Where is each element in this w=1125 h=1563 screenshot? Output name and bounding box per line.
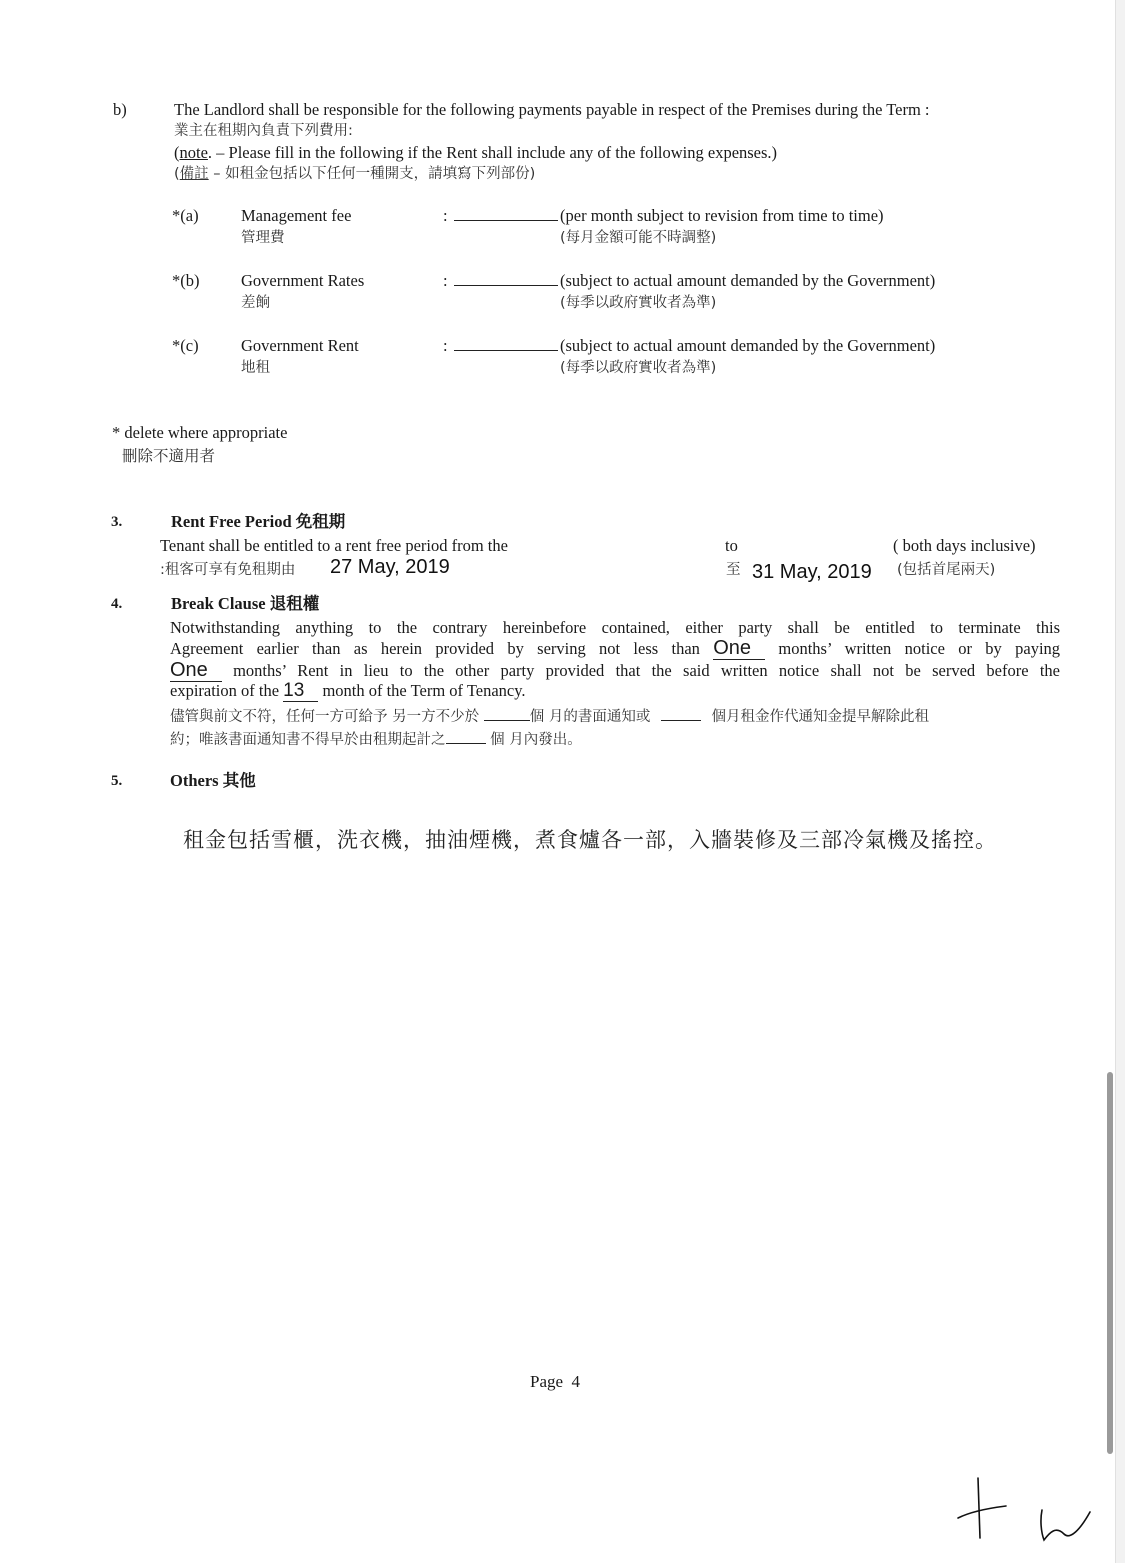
line-4-b: month of the Term of Tenancy. [322, 681, 526, 700]
section-5-content: 租金包括雪櫃，洗衣機，抽油煙機，煮食爐各一部，入牆裝修及三部冷氣機及搖控。 [183, 828, 997, 852]
section-4-zh-line-1 [170, 706, 929, 727]
notice-months-value: One [713, 637, 765, 660]
clause-b-note-zh [174, 164, 535, 184]
section-4-line-1: Notwithstanding anything to the contrary hereinbefore contained, either party shall be entitled to terminate this [170, 618, 1060, 637]
note-zh-label: 備註 [179, 166, 209, 182]
page-number-value: 4 [571, 1372, 581, 1391]
section-4-line-2 [170, 638, 1060, 660]
section-4-title: Break Clause 退租權 [171, 594, 320, 613]
item-b-desc-en: (subject to actual amount demanded by the Government) [560, 271, 936, 290]
section-5-title: Others 其他 [170, 771, 256, 790]
item-c-colon: : [443, 336, 448, 355]
scrollbar-thumb[interactable] [1107, 1072, 1113, 1454]
clause-b-label: b) [113, 100, 127, 119]
item-c-blank-line [454, 336, 558, 351]
zh2-a: 約；唯該書面通知書不得早於由租期起計之 [170, 732, 446, 748]
section-3-line-zh: :租客可享有免租期由 [160, 562, 296, 578]
item-b-name-en: Government Rates [241, 271, 365, 290]
section-3-title: Rent Free Period 免租期 [171, 512, 346, 531]
section-3-both-days-zh: (包括首尾兩天) [897, 562, 996, 578]
line-3-text: months’ Rent in lieu to the other party provided that the said written notice shall not be served before the [233, 661, 1061, 680]
section-3-number: 3. [111, 514, 123, 530]
item-b-name-zh: 差餉 [241, 295, 270, 311]
section-3-both-days: ( both days inclusive) [893, 536, 1036, 555]
handwritten-initials-signature [940, 1460, 1110, 1550]
item-c-name-en: Government Rent [241, 336, 359, 355]
line-4-a: expiration of the [170, 681, 280, 700]
section-4-zh-line-2 [170, 729, 582, 750]
page-label: Page [530, 1372, 564, 1391]
section-3-to-en: to [725, 536, 738, 555]
scrollbar-track[interactable] [1115, 0, 1125, 1563]
section-3-line-en: Tenant shall be entitled to a rent free period from the [160, 536, 508, 555]
item-a-colon: : [443, 206, 448, 225]
item-a-name-zh: 管理費 [241, 230, 285, 246]
line-2-a: Agreement earlier than as herein provided by serving not less than [170, 639, 700, 658]
note-zh-text: – 如租金包括以下任何一種開支，請填寫下列部份) [208, 166, 536, 182]
note-word: note [179, 143, 208, 162]
item-a-blank [454, 206, 558, 226]
item-a-blank-line [454, 206, 558, 221]
zh1-blank-2 [661, 706, 701, 721]
item-b-colon: : [443, 271, 448, 290]
expiry-month-value: 13 [283, 680, 318, 702]
item-b-mark: *(b) [172, 271, 200, 290]
delete-note-en: * delete where appropriate [112, 423, 288, 442]
page-number [530, 1372, 580, 1392]
note-text: . – Please fill in the following if the Rent shall include any of the following expenses.) [207, 143, 778, 162]
item-b-blank-line [454, 271, 558, 286]
item-a-mark: *(a) [172, 206, 199, 225]
item-b-blank [454, 271, 558, 291]
section-4-line-3 [170, 660, 1060, 682]
rent-free-from-date: 27 May, 2019 [330, 556, 450, 578]
item-c-mark: *(c) [172, 336, 199, 355]
item-c-desc-zh: (每季以政府實收者為準) [560, 360, 717, 376]
zh1-b: 個 月的書面通知或 [529, 709, 651, 725]
zh1-blank-1 [484, 706, 530, 721]
clause-b-title-en: The Landlord shall be responsible for the following payments payable in respect of the Premises during the Term : [174, 100, 930, 119]
item-a-name-en: Management fee [241, 206, 352, 225]
rent-free-to-date: 31 May, 2019 [752, 561, 872, 583]
section-4-line-4 [170, 681, 526, 701]
item-c-desc-en: (subject to actual amount demanded by the Government) [560, 336, 936, 355]
item-a-desc-zh: (每月金額可能不時調整) [560, 230, 717, 246]
zh2-b: 個 月內發出。 [490, 732, 582, 748]
delete-note-zh: 刪除不適用者 [122, 447, 216, 465]
item-c-blank [454, 336, 558, 356]
zh1-a: 儘管與前文不符，任何一方可給予 另一方不少於 [170, 709, 480, 725]
item-a-desc-en: (per month subject to revision from time to time) [560, 206, 884, 225]
zh2-blank [446, 729, 486, 744]
line-2-b: months’ written notice or by paying [778, 639, 1061, 658]
item-b-desc-zh: (每季以政府實收者為準) [560, 295, 717, 311]
clause-b-title-zh: 業主在租期內負責下列費用: [174, 123, 353, 139]
note-zh-paren: ( [174, 166, 180, 182]
section-4-number: 4. [111, 596, 123, 612]
section-5-number: 5. [111, 773, 123, 789]
zh1-c: 個月租金作代通知金提早解除此租 [711, 709, 930, 725]
item-c-name-zh: 地租 [241, 360, 270, 376]
rent-months-value: One [170, 659, 222, 682]
note-paren: ( [174, 143, 180, 162]
clause-b-note-en [174, 143, 777, 163]
section-3-to-zh: 至 [726, 562, 741, 578]
